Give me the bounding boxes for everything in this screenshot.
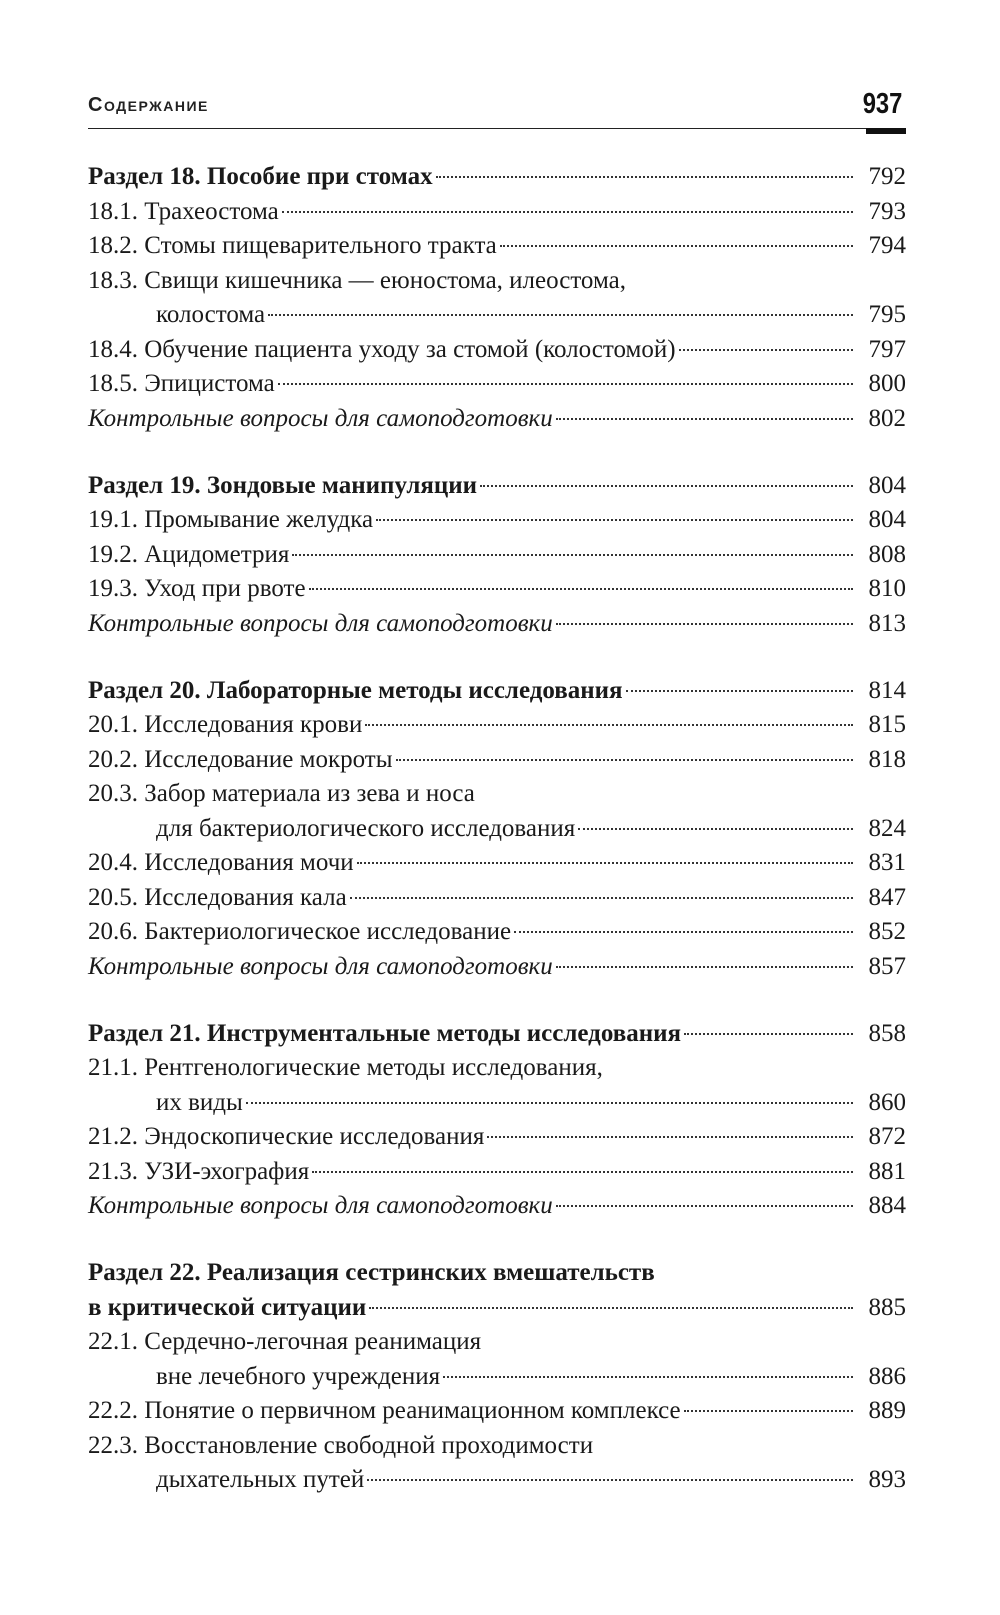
toc-entry-title: Раздел 21. Инструментальные методы исследования [88, 1019, 682, 1047]
toc-entry-page: 824 [868, 814, 906, 842]
running-header [88, 88, 906, 129]
toc-entry-title: 20.6. Бактериологическое исследование [88, 918, 512, 945]
dot-leader [396, 759, 854, 761]
toc-entry-title: 20.2. Исследование мокроты [88, 745, 393, 773]
dot-leader [369, 1307, 853, 1309]
toc-section [88, 674, 906, 985]
toc-entry-page: 889 [868, 1397, 906, 1424]
toc-entry-page: 860 [868, 1088, 906, 1116]
dot-leader [365, 724, 853, 726]
dot-leader [376, 519, 853, 521]
toc-entry [88, 1463, 906, 1498]
toc-entry-title: 22.1. Сердечно-легочная реанимация [88, 1328, 482, 1355]
toc-entry-page: 818 [868, 745, 906, 773]
dot-leader [436, 176, 853, 178]
dot-leader [556, 966, 853, 968]
toc-entry-page: 795 [868, 301, 906, 328]
toc-entry-page: 815 [868, 711, 906, 738]
toc-entry [88, 503, 906, 538]
dot-leader [500, 245, 853, 247]
toc-entry [88, 1120, 906, 1155]
toc-entry-title: Контрольные вопросы для самоподготовки [88, 609, 553, 637]
toc-entry-title: Контрольные вопросы для самоподготовки [88, 1192, 553, 1219]
toc-entry [88, 1051, 906, 1086]
toc-entry [88, 1429, 906, 1464]
toc-entry [88, 298, 906, 333]
dot-leader [578, 828, 853, 830]
toc-entry-title: 20.3. Забор материала из зева и носа [88, 780, 475, 807]
toc-entry-page: 808 [868, 540, 906, 568]
dot-leader [246, 1102, 853, 1104]
toc-entry-title: в критической ситуации [88, 1293, 367, 1321]
toc-entry-title: 19.3. Уход при рвоте [88, 575, 306, 602]
toc-entry [88, 846, 906, 881]
toc-entry-title: 20.4. Исследования мочи [88, 849, 354, 876]
toc-section [88, 469, 906, 642]
dot-leader [292, 554, 853, 556]
toc-entry-page: 831 [868, 849, 906, 876]
toc-review-questions [88, 1189, 906, 1224]
toc-entry-title: 18.5. Эпицистома [88, 370, 275, 397]
toc-entry-title: Раздел 19. Зондовые манипуляции [88, 471, 478, 499]
toc-entry [88, 881, 906, 916]
dot-leader [268, 314, 853, 316]
toc-entry [88, 538, 906, 573]
toc-section-heading [88, 674, 906, 709]
toc-entry [88, 264, 906, 299]
dot-leader [309, 588, 853, 590]
toc-entry [88, 812, 906, 847]
toc-entry-page: 800 [868, 370, 906, 397]
toc-entry [88, 367, 906, 402]
dot-leader [480, 485, 853, 487]
toc-entry-page: 893 [868, 1466, 906, 1493]
toc-entry-title: Раздел 22. Реализация сестринских вмешательств [88, 1259, 655, 1286]
toc-entry [88, 1155, 906, 1190]
section-gap [88, 984, 906, 1017]
toc-entry-title: 21.2. Эндоскопические исследования [88, 1123, 485, 1150]
page-number-underline [866, 128, 906, 134]
toc-entry-title: 22.2. Понятие о первичном реанимационном комплексе [88, 1397, 681, 1424]
dot-leader [556, 1205, 853, 1207]
toc-entry-page: 872 [868, 1123, 906, 1150]
toc-entry-title: Контрольные вопросы для самоподготовки [88, 404, 553, 432]
toc-entry-page: 792 [868, 163, 906, 190]
toc-entry [88, 743, 906, 778]
toc-entry-page: 852 [868, 918, 906, 945]
toc-entry [88, 708, 906, 743]
toc-section [88, 1017, 906, 1224]
toc-entry-title: Контрольные вопросы для самоподготовки [88, 952, 553, 980]
section-gap [88, 1224, 906, 1257]
toc-entry-page: 813 [868, 609, 906, 637]
toc-entry-title: 21.1. Рентгенологические методы исследования, [88, 1054, 603, 1081]
toc-entry-title: 18.1. Трахеостома [88, 197, 279, 225]
dot-leader [679, 349, 853, 351]
toc-entry-page: 797 [868, 335, 906, 363]
toc-section-heading [88, 1017, 906, 1052]
toc-entry-title: Раздел 18. Пособие при стомах [88, 163, 433, 190]
toc-entry-title: 18.4. Обучение пациента уходу за стомой (колостомой) [88, 335, 676, 363]
dot-leader [556, 418, 853, 420]
toc-entry [88, 1394, 906, 1429]
toc-entry-page: 857 [868, 952, 906, 980]
toc-entry-page: 814 [868, 676, 906, 704]
toc-entry-page: 802 [868, 404, 906, 432]
toc-entry-page: 858 [868, 1019, 906, 1047]
dot-leader [514, 931, 853, 933]
dot-leader [350, 897, 853, 899]
toc-entry [88, 229, 906, 264]
toc-entry-page: 881 [868, 1157, 906, 1185]
toc-entry-page: 884 [868, 1192, 906, 1219]
toc-entry [88, 915, 906, 950]
toc-review-questions [88, 607, 906, 642]
dot-leader [684, 1410, 853, 1412]
toc-entry-title: 18.3. Свищи кишечника — еюностома, илеостома, [88, 266, 626, 294]
toc-entry [88, 195, 906, 230]
section-gap [88, 436, 906, 469]
dot-leader [282, 211, 853, 213]
toc-entry-page: 810 [868, 575, 906, 602]
toc-entry [88, 1360, 906, 1395]
toc-entry-title: 18.2. Стомы пищеварительного тракта [88, 232, 497, 259]
toc-entry-title: для бактериологического исследования [156, 814, 576, 842]
toc-section-heading [88, 160, 906, 195]
header-title: Содержание [88, 94, 209, 116]
toc-entry-title: 21.3. УЗИ-эхография [88, 1157, 310, 1185]
toc-entry-title: вне лечебного учреждения [156, 1362, 441, 1390]
toc-section [88, 1256, 906, 1498]
toc-entry-page: 804 [868, 506, 906, 533]
toc-entry-title: 20.1. Исследования крови [88, 711, 363, 738]
toc-entry-page: 885 [868, 1293, 906, 1321]
dot-leader [487, 1136, 853, 1138]
page-number: 937 [862, 88, 902, 120]
dot-leader [443, 1376, 853, 1378]
toc-entry-title: 20.5. Исследования кала [88, 883, 347, 911]
toc-entry-page: 847 [868, 883, 906, 911]
toc-entry [88, 333, 906, 368]
toc-entry-title: 19.1. Промывание желудка [88, 506, 374, 533]
toc-section-heading [88, 1256, 906, 1291]
toc-entry-page: 793 [868, 197, 906, 225]
toc-entry [88, 777, 906, 812]
dot-leader [367, 1479, 853, 1481]
dot-leader [556, 623, 853, 625]
toc-section-heading [88, 469, 906, 504]
toc-entry-page: 794 [868, 232, 906, 259]
section-gap [88, 641, 906, 674]
toc-entry-page: 886 [868, 1362, 906, 1390]
dot-leader [684, 1033, 853, 1035]
table-of-contents [88, 160, 906, 1498]
toc-entry [88, 1086, 906, 1121]
toc-entry-page: 804 [868, 471, 906, 499]
toc-entry [88, 1325, 906, 1360]
toc-entry-title: дыхательных путей [156, 1466, 365, 1493]
dot-leader [626, 690, 853, 692]
toc-entry-title: их виды [156, 1088, 243, 1116]
toc-entry-title: Раздел 20. Лабораторные методы исследования [88, 676, 623, 704]
toc-entry-title: колостома [156, 301, 266, 328]
toc-entry-title: 22.3. Восстановление свободной проходимости [88, 1431, 594, 1459]
toc-review-questions [88, 950, 906, 985]
dot-leader [357, 862, 853, 864]
toc-entry [88, 572, 906, 607]
toc-entry-title: 19.2. Ацидометрия [88, 540, 290, 568]
toc-review-questions [88, 402, 906, 437]
toc-section [88, 160, 906, 436]
dot-leader [312, 1171, 853, 1173]
toc-section-heading [88, 1291, 906, 1326]
dot-leader [278, 383, 853, 385]
